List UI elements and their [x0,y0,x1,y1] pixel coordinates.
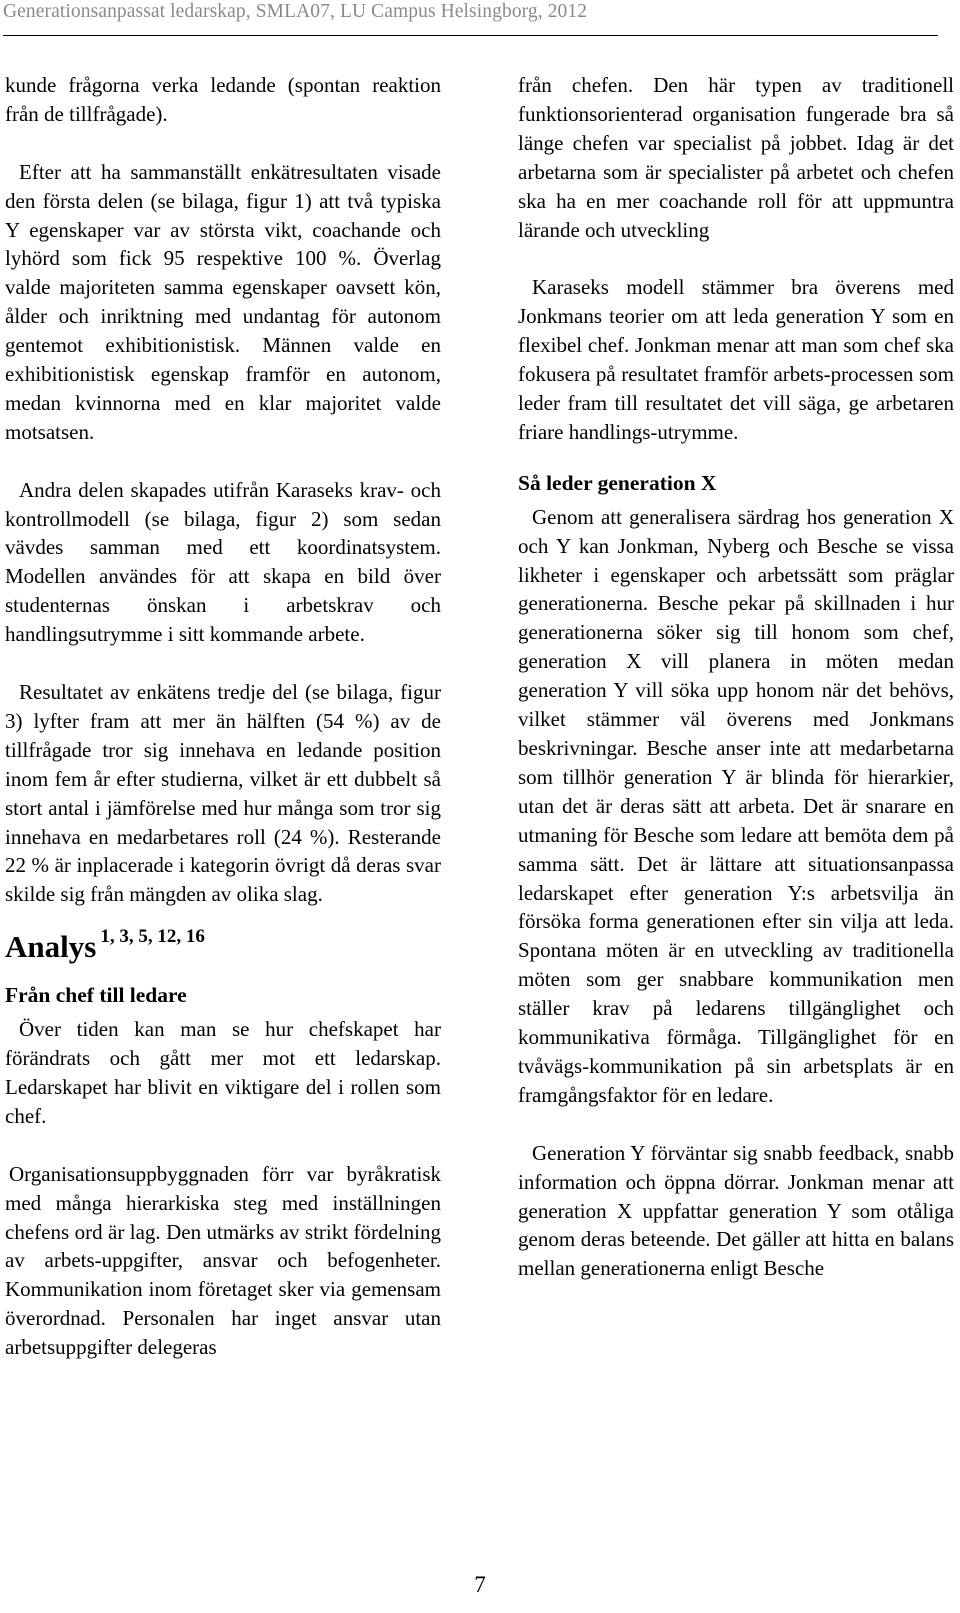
section-heading-analys [5,917,441,967]
paragraph: Andra delen skapades utifrån Karaseks krav- och kontrollmodell (se bilaga, figur 2) som sedan vävdes samman med ett koordinatsystem. Modellen användes för att skapa en bild över studenternas önskan i arbetskrav och handlingsutrymme i sitt kommande arbete. [5,477,441,647]
paragraph: Resultatet av enkätens tredje del (se bilaga, figur 3) lyfter fram att mer än hälften (54 %) av de tillfrågade tror sig innehava en ledande position inom fem år efter studierna, vilket är ett dubbelt så stort antal i jämförelse med hur många som tror sig innehava en medarbetares roll (24 %). Resterande 22 % är inplacerade i kategorin övrigt då deras svar skilde sig från mängden av olika slag. [5,679,441,907]
subheading: Från chef till ledare [5,983,187,1008]
header-rule [3,35,938,36]
subheading: Så leder generation X [518,470,717,495]
paragraph: Genom att generalisera särdrag hos generation X och Y kan Jonkman, Nyberg och Besche se vissa likheter i egenskaper och arbetssätt som präglar generationerna. Besche pekar på skillnaden i hur generationerna söker sig till honom som chef, generation X vill planera in möten medan generation Y vill söka upp honom när det behövs, vilket stämmer väl överens med Jonkmans beskrivningar. Besche anser inte att medarbetarna som tillhör generation Y är blinda för hierarkier, utan det är deras sätt att arbeta. Det är snarare en utmaning för Besche som ledare att bemöta dem på samma sätt. Det är lättare att situationsanpassa ledarskapet efter generation Y:s arbetsvilja än försöka forma generationen efter sin vilja att leda. Spontana möten är en utveckling av traditionella möten som ger snabbare kommunikation men ställer krav på ledarens tillgänglighet och kommunikativa förmåga. Tillgänglighet för en tvåvägs-kommunikation på sin arbetsplats är en framgångsfaktor för en ledare. [518,504,954,1107]
paragraph: Organisationsuppbyggnaden förr var byråkratisk med många hierarkiska steg med inställningen chefens ord är lag. Den utmärks av strikt fördelning av arbets-uppgifter, ansvar och befogenheter. Kommunikation inom företaget sker via gemensam överordnad. Personalen har inget ansvar utan arbetsuppgifter delegeras [5,1161,441,1360]
running-header: Generationsanpassat ledarskap, SMLA07, LU Campus Helsingborg, 2012 [3,1,588,22]
paragraph: kunde frågorna verka ledande (spontan reaktion från de tillfrågade). [5,73,441,126]
heading-reference-numbers: 1, 3, 5, 12, 16 [100,926,205,948]
page-number: 7 [474,1572,486,1597]
section-heading-text: Analys [5,929,97,965]
paragraph: Över tiden kan man se hur chefskapet har förändrats och gått mer mot ett ledarskap. Ledarskapet har blivit en viktigare del i rollen som chef. [5,1017,441,1128]
paragraph: från chefen. Den här typen av traditionell funktionsorienterad organisation fungerade bra så länge chefen var specialist på jobbet. Idag är det arbetarna som är specialister på arbetet och chefen ska ha en mer coachande roll för att uppmuntra lärande och utveckling [518,73,954,242]
paragraph: Efter att ha sammanställt enkätresultaten visade den första delen (se bilaga, figur 1) att två typiska Y egenskaper var av största vikt, coachande och lyhörd som fick 95 respektive 100 %. Överlag valde majoriteten samma egenskaper oavsett kön, ålder och inriktning med undantag för autonom gentemot exhibitionistisk. Männen valde en exhibitionistisk egenskap framför en autonom, medan kvinnorna med en klar majoritet valde motsatsen. [5,159,441,444]
right-column [518,71,954,1312]
paragraph: Karaseks modell stämmer bra överens med Jonkmans teorier om att leda generation Y som en flexibel chef. Jonkman menar att man som chef ska fokusera på resultatet framför arbets-processen som leder fram till resultatet det vill säga, ge arbetaren friare handlings-utrymme. [518,275,954,444]
left-column [5,71,441,1391]
paragraph: Generation Y förväntar sig snabb feedback, snabb information och öppna dörrar. Jonkman menar att generation X uppfattar generation Y som otåliga genom deras beteende. Det gäller att hitta en balans mellan generationerna enligt Besche [518,1140,954,1281]
